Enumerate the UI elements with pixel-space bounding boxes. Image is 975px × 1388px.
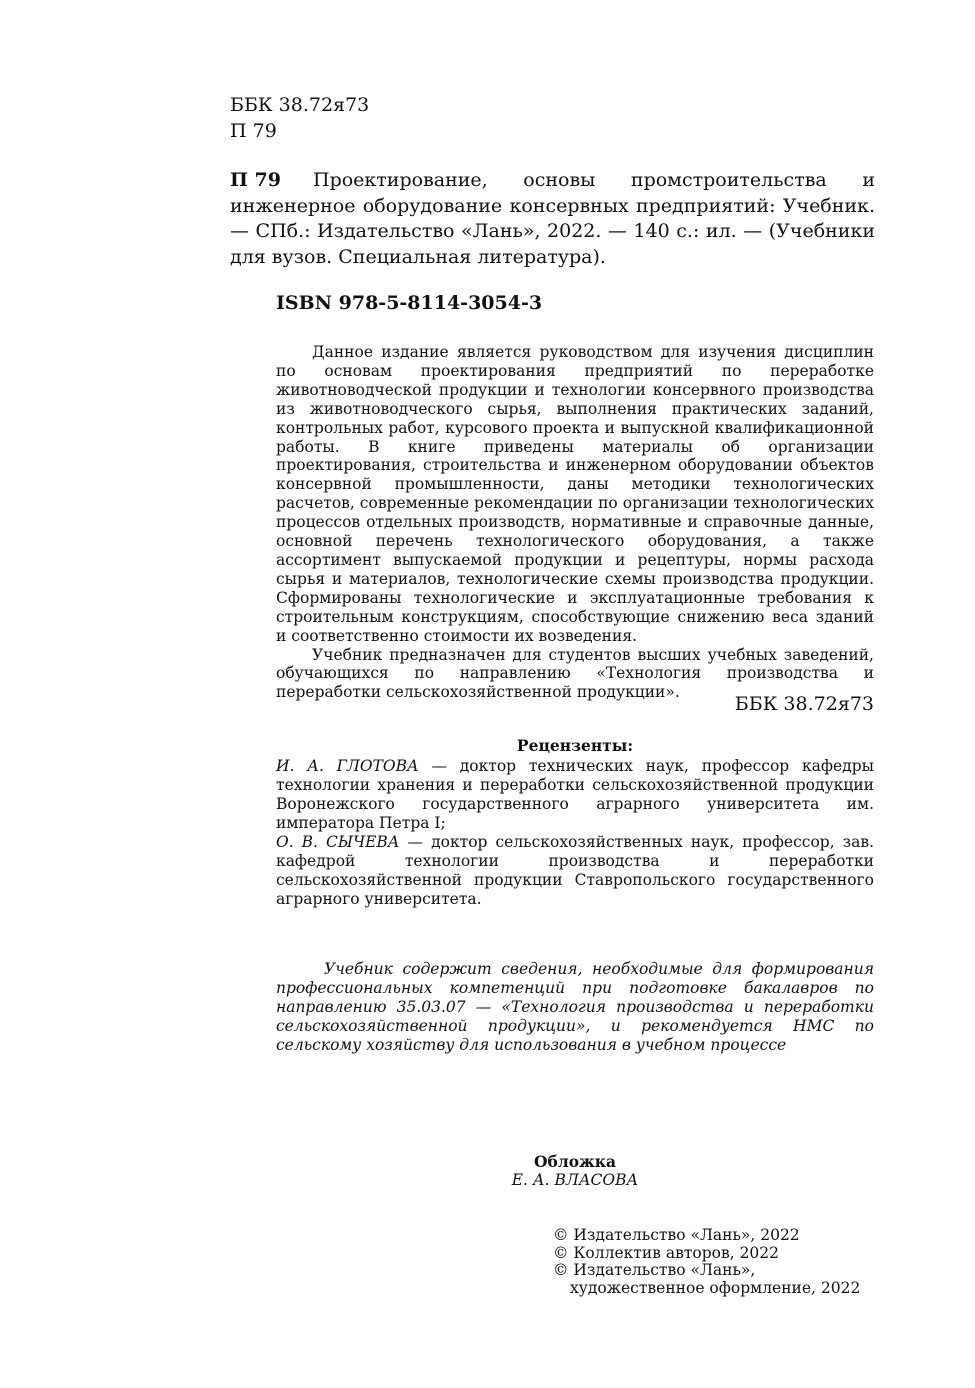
entry-code: П 79 (230, 169, 281, 191)
cover-credit (500, 1153, 650, 1189)
bibliographic-entry (230, 168, 875, 270)
bbk-block (230, 92, 369, 144)
reviewer-2 (276, 833, 874, 909)
approval-note: Учебник содержит сведения, необходимые для формирования профессиональных компетенций при подготовке бакалавров по направлению 35.03.07 — «Технология производства и переработки сельскохозяйственной продукции», и рекомендуется НМС по сельскому хозяйству для использования в учебном процессе (276, 960, 874, 1054)
copyright-line: © Издательство «Лань», 2022 (553, 1226, 800, 1244)
reviewer-1-text: — доктор технических наук, профессор кафедры технологии хранения и переработки сельскохозяйственной продукции Воронежского государственного аграрного университета им. императора Петра I; (276, 757, 874, 832)
annotation-paragraph-2: Учебник предназначен для студентов высших учебных заведений, обучающихся по направлению «Технология производства и переработки сельскохозяйственной продукции». (276, 645, 874, 702)
isbn: ISBN 978-5-8114-3054-3 (276, 292, 543, 314)
copyright-line: © Коллектив авторов, 2022 (553, 1243, 780, 1262)
reviewers-block (276, 736, 874, 909)
reviewer-1-name: И. А. ГЛОТОВА (276, 757, 419, 775)
entry-text: Проектирование, основы промстроительства и инженерное оборудование консервных предприятий: Учебник. — СПб.: Издательство «Лань», 2022. — 140 с.: ил. — (Учебники для вузов. Специальная литература). (230, 169, 875, 268)
cover-heading: Обложка (534, 1152, 616, 1171)
bbk-code: ББК 38.72я73 (230, 94, 370, 116)
reviewer-2-name: О. В. СЫЧЕВА (276, 833, 400, 851)
reviewer-2-text: — доктор сельскохозяйственных наук, профессор, зав. кафедрой технологии производства и переработки сельскохозяйственной продукции Ставропольского государственного аграрного университета. (276, 833, 874, 908)
bbk-code-right: ББК 38.72я73 (734, 693, 874, 715)
author-mark: П 79 (230, 120, 277, 142)
cover-designer: Е. А. ВЛАСОВА (511, 1171, 639, 1189)
copyright-line: © Издательство «Лань», (553, 1261, 756, 1279)
copyright-block (553, 1227, 860, 1297)
annotation (276, 343, 874, 702)
copyright-line: художественное оформление, 2022 (570, 1278, 861, 1297)
annotation-paragraph-1: Данное издание является руководством для изучения дисциплин по основам проектирования предприятий по переработке животноводческой продукции и технологии консервного производства из животноводческого сырья, выполнения практических заданий, контрольных работ, курсового проекта и выпускной квалификационной работы. В книге приведены материалы об организации проектирования, строительства и инженерном оборудовании объектов консервной промышленности, даны методики технологических расчетов, современные рекомендации по организации технологических процессов отдельных производств, нормативные и справочные данные, основной перечень технологического оборудования, а также ассортимент выпускаемой продукции и рецептуры, нормы расхода сырья и материалов, технологические схемы производства продукции. Сформированы технологические и эксплуатационные требования к строительным конструкциям, способствующие снижению веса зданий и соответственно стоимости их возведения. (276, 343, 874, 645)
reviewer-1 (276, 757, 874, 833)
reviewers-heading: Рецензенты: (516, 736, 634, 755)
